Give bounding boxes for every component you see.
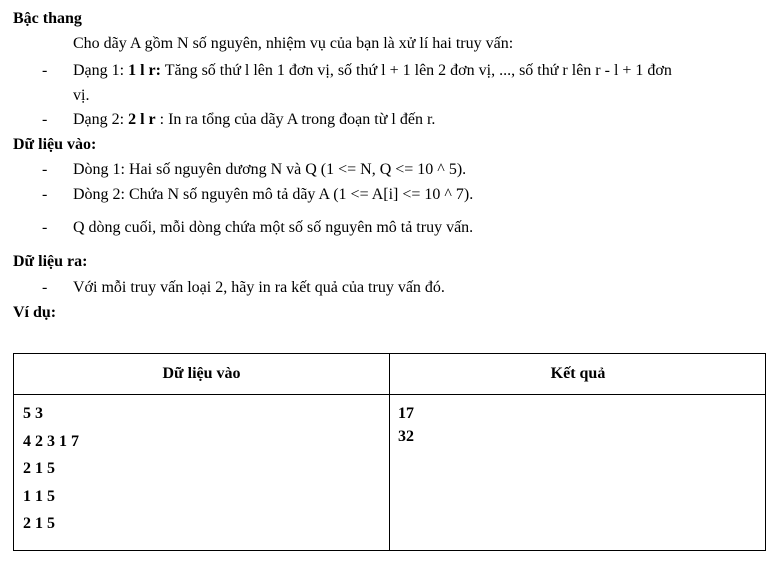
output-item-1: Với mỗi truy vấn loại 2, hãy in ra kết quả của truy vấn đó. [73,279,445,296]
query-type-2-code: 2 l r [128,111,156,128]
bullet-dash: - [42,111,48,128]
input-line: 2 1 5 [23,460,55,477]
output-line: 32 [398,428,414,445]
problem-intro: Cho dãy A gồm N số nguyên, nhiệm vụ của bạn là xử lí hai truy vấn: [73,35,514,52]
query-type-2-desc: : In ra tổng của dãy A trong đoạn từ l đến r. [155,111,436,128]
problem-title: Bậc thang [13,10,82,27]
query-type-2 [73,111,435,129]
query-type-1-label: Dạng 1: [73,62,129,79]
input-line: 2 1 5 [23,515,55,532]
input-item-3: Q dòng cuối, mỗi dòng chứa một số số nguyên mô tả truy vấn. [73,219,474,236]
input-item-2: Dòng 2: Chứa N số nguyên mô tả dãy A (1 <= A[i] <= 10 ^ 7). [73,186,474,203]
input-item-1: Dòng 1: Hai số nguyên dương N và Q (1 <= N, Q <= 10 ^ 5). [73,161,467,178]
example-heading: Ví dụ: [13,304,57,321]
bullet-dash: - [42,219,48,236]
query-type-2-label: Dạng 2: [73,111,129,128]
output-line: 17 [398,405,414,422]
bullet-dash: - [42,161,48,178]
example-table [13,353,766,551]
bullet-dash: - [42,62,48,79]
table-header-input: Dữ liệu vào [162,365,241,382]
input-line: 1 1 5 [23,488,55,505]
query-type-1-desc: Tăng số thứ l lên 1 đơn vị, số thứ l + 1 lên 2 đơn vị, ..., số thứ r lên r - l + 1 đơn [160,62,672,79]
input-heading: Dữ liệu vào: [13,136,97,153]
input-line: 5 3 [23,405,43,422]
query-type-1 [73,62,672,80]
query-type-1-desc-cont: vị. [73,87,90,104]
bullet-dash: - [42,186,48,203]
input-line: 4 2 3 1 7 [23,433,79,450]
bullet-dash: - [42,279,48,296]
output-heading: Dữ liệu ra: [13,253,88,270]
table-header-divider [14,394,765,395]
query-type-1-code: 1 l r: [128,62,161,79]
table-header-output: Kết quả [550,365,606,382]
